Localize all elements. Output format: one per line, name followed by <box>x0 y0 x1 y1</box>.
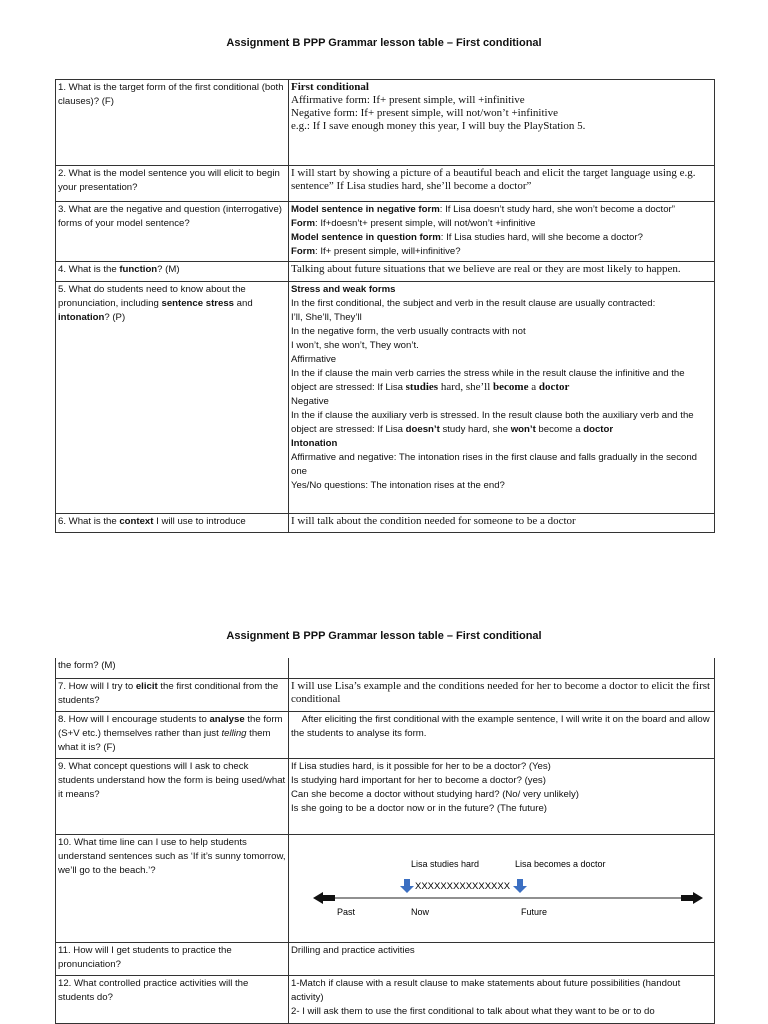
answer-text: Drilling and practice activities <box>291 944 415 956</box>
question-text: the first conditional from the students? <box>58 680 279 706</box>
question-cell <box>56 80 289 166</box>
answer-line: Yes/No questions: The intonation rises at the end? <box>291 480 505 491</box>
question-text: 9. What concept questions will I ask to check students understand how the form is being used/what it means? <box>58 760 286 800</box>
question-cell <box>56 711 289 758</box>
concept-question: Is studying hard important for her to become a doctor? (yes) <box>291 774 546 786</box>
answer-text: After eliciting the first conditional with the example sentence, I will write it on the board and allow the students to analyse its form. <box>291 713 713 739</box>
timeline-future: Future <box>521 906 548 917</box>
answer-line <box>291 231 712 245</box>
concept-question: Is she going to be a doctor now or in the future? (The future) <box>291 802 547 814</box>
answer-text: : If Lisa studies hard, will she become a doctor? <box>440 232 643 243</box>
answer-text: : If+ present simple, will+infinitive? <box>314 246 461 257</box>
question-text: I will use to introduce <box>153 516 246 527</box>
question-cell <box>56 758 289 834</box>
answer-cell <box>289 975 715 1023</box>
question-text: 3. What are the negative and question (interrogative) forms of your model sentence? <box>58 204 282 229</box>
stressed-word: won’t <box>510 424 536 435</box>
question-cell <box>56 975 289 1023</box>
question-cell <box>56 658 289 678</box>
question-keyword: analyse <box>209 713 245 725</box>
lesson-table-page-1 <box>55 79 715 533</box>
question-text: 6. What is the <box>58 516 120 527</box>
answer-text: hard, she’ll <box>438 381 494 393</box>
table-row <box>56 166 715 202</box>
question-cell <box>56 834 289 942</box>
answer-line: Negative <box>291 396 329 407</box>
answer-text: : If Lisa doesn’t study hard, she won’t become a doctor” <box>439 204 675 215</box>
answer-heading: First conditional <box>291 81 369 93</box>
answer-text: Talking about future situations that we believe are real or they are most likely to happen. <box>291 263 681 275</box>
activity-line: 2- I will ask them to use the first conditional to talk about what they want to be or to do <box>291 1005 655 1017</box>
down-arrow-icon <box>400 879 414 893</box>
answer-line: Negative form: If+ present simple, will not/won’t +infinitive <box>291 107 558 119</box>
question-keyword: context <box>119 516 154 527</box>
answer-line: I’ll, She’ll, They’ll <box>291 312 362 323</box>
answer-text: become a <box>535 424 584 435</box>
question-text: and <box>234 298 253 309</box>
question-keyword: intonation <box>58 312 105 323</box>
question-cell <box>56 262 289 282</box>
question-cell <box>56 282 289 514</box>
answer-label: Form <box>291 246 315 257</box>
answer-line <box>291 217 712 231</box>
stressed-word: doctor <box>583 424 614 435</box>
answer-cell <box>289 834 715 942</box>
page-title: Assignment B PPP Grammar lesson table – First conditional <box>226 37 542 49</box>
activity-line: 1-Match if clause with a result clause to make statements about future possibilities (handout activity) <box>291 977 681 1003</box>
table-row <box>56 942 715 975</box>
lesson-table-page-2 <box>55 658 715 1024</box>
timeline-now: Now <box>411 906 430 917</box>
question-cell <box>56 678 289 711</box>
answer-cell <box>289 942 715 975</box>
question-cell <box>56 202 289 262</box>
stressed-word: become <box>493 381 529 393</box>
answer-cell <box>289 658 715 678</box>
table-row <box>56 678 715 711</box>
table-row <box>56 975 715 1023</box>
answer-text: I will use Lisa’s example and the conditions needed for her to become a doctor to elicit the first conditional <box>291 679 711 705</box>
question-text: ? (P) <box>104 312 126 323</box>
question-text: 11. How will I get students to practice the pronunciation? <box>58 944 232 970</box>
question-text: ? (M) <box>157 264 180 275</box>
timeline-label-left: Lisa studies hard <box>411 858 480 869</box>
question-cell <box>56 514 289 533</box>
table-row <box>56 514 715 533</box>
answer-text: a <box>528 381 539 393</box>
answer-text: study hard, she <box>439 424 511 435</box>
question-cell <box>56 166 289 202</box>
answer-heading: Stress and weak forms <box>291 284 396 295</box>
timeline-label-right: Lisa becomes a doctor <box>515 858 606 869</box>
question-text: 5. What do students need to know about the pronunciation, including <box>58 284 246 309</box>
answer-cell <box>289 80 715 166</box>
table-row <box>56 202 715 262</box>
answer-text: : If+doesn’t+ present simple, will not/won’t +infinitive <box>314 218 536 229</box>
timeline-diagram <box>289 835 715 941</box>
answer-label: Model sentence in question form <box>291 232 441 243</box>
question-keyword: sentence stress <box>161 298 235 309</box>
answer-line <box>291 367 712 395</box>
table-row <box>56 80 715 166</box>
question-keyword: elicit <box>135 680 158 692</box>
answer-line: e.g.: If I save enough money this year, I will buy the PlayStation 5. <box>291 120 586 132</box>
answer-line: Affirmative and negative: The intonation rises in the first clause and falls gradually in the second one <box>291 452 698 477</box>
answer-cell <box>289 282 715 514</box>
question-text: 7. How will I try to <box>58 680 136 692</box>
answer-line <box>291 203 712 217</box>
answer-line: Affirmative form: If+ present simple, will +infinitive <box>291 94 525 106</box>
question-text: 10. What time line can I use to help students understand sentences such as ‘If it’s sunny tomorrow, we’ll go to the beach.’? <box>58 836 286 876</box>
answer-text: In the if clause the auxiliary verb is stressed. In the result clause both the auxiliary verb and the object are stressed: If Lisa <box>291 410 694 435</box>
table-row <box>56 262 715 282</box>
answer-line <box>291 409 712 437</box>
question-text: 1. What is the target form of the first conditional (both clauses)? (F) <box>58 82 284 107</box>
table-row <box>56 758 715 834</box>
table-row <box>56 282 715 514</box>
answer-line: Affirmative <box>291 354 337 365</box>
table-row <box>56 834 715 942</box>
answer-line: In the first conditional, the subject and verb in the result clause are usually contracted: <box>291 298 656 309</box>
table-row <box>56 658 715 678</box>
answer-cell <box>289 514 715 533</box>
answer-cell <box>289 758 715 834</box>
question-text: the form? (M) <box>58 660 116 671</box>
stressed-word: doesn’t <box>405 424 440 435</box>
answer-label: Form <box>291 218 315 229</box>
answer-cell <box>289 166 715 202</box>
question-text: 2. What is the model sentence you will elicit to begin your presentation? <box>58 168 280 193</box>
question-text: 8. How will I encourage students to <box>58 713 210 725</box>
concept-question: If Lisa studies hard, is it possible for her to be a doctor? (Yes) <box>291 760 551 772</box>
answer-cell <box>289 262 715 282</box>
answer-text: I will start by showing a picture of a beautiful beach and elicit the target language using e.g. sentence” If Lisa studies hard, she’ll become a doctor” <box>291 167 696 192</box>
table-row <box>56 711 715 758</box>
right-arrow-icon <box>681 892 703 904</box>
timeline-marks: XXXXXXXXXXXXXXX <box>415 880 511 892</box>
question-text: the form (S+V etc.) themselves rather than just <box>58 713 283 739</box>
answer-subheading: Intonation <box>291 438 338 449</box>
stressed-word: doctor <box>538 381 570 393</box>
timeline-past: Past <box>337 906 356 917</box>
answer-line: I won’t, she won’t, They won’t. <box>291 340 419 351</box>
answer-text: I will talk about the condition needed for someone to be a doctor <box>291 515 576 527</box>
stressed-word: studies <box>405 381 439 393</box>
concept-question: Can she become a doctor without studying hard? (No/ very unlikely) <box>291 788 579 800</box>
answer-cell <box>289 711 715 758</box>
down-arrow-icon <box>513 879 527 893</box>
question-text: 12. What controlled practice activities will the students do? <box>58 977 249 1003</box>
answer-line: In the negative form, the verb usually contracts with not <box>291 326 526 337</box>
question-text: them what it is? (F) <box>58 727 271 753</box>
left-arrow-icon <box>313 892 335 904</box>
answer-label: Model sentence in negative form <box>291 204 440 215</box>
answer-line <box>291 245 712 259</box>
question-emphasis: telling <box>221 727 247 739</box>
page-title: Assignment B PPP Grammar lesson table – First conditional <box>226 630 542 642</box>
answer-cell <box>289 678 715 711</box>
question-text: 4. What is the <box>58 264 120 275</box>
answer-text: In the if clause the main verb carries the stress while in the result clause the infinitive and the object are stressed: If Lisa <box>291 368 685 393</box>
question-cell <box>56 942 289 975</box>
answer-cell <box>289 202 715 262</box>
question-keyword: function <box>119 264 158 275</box>
